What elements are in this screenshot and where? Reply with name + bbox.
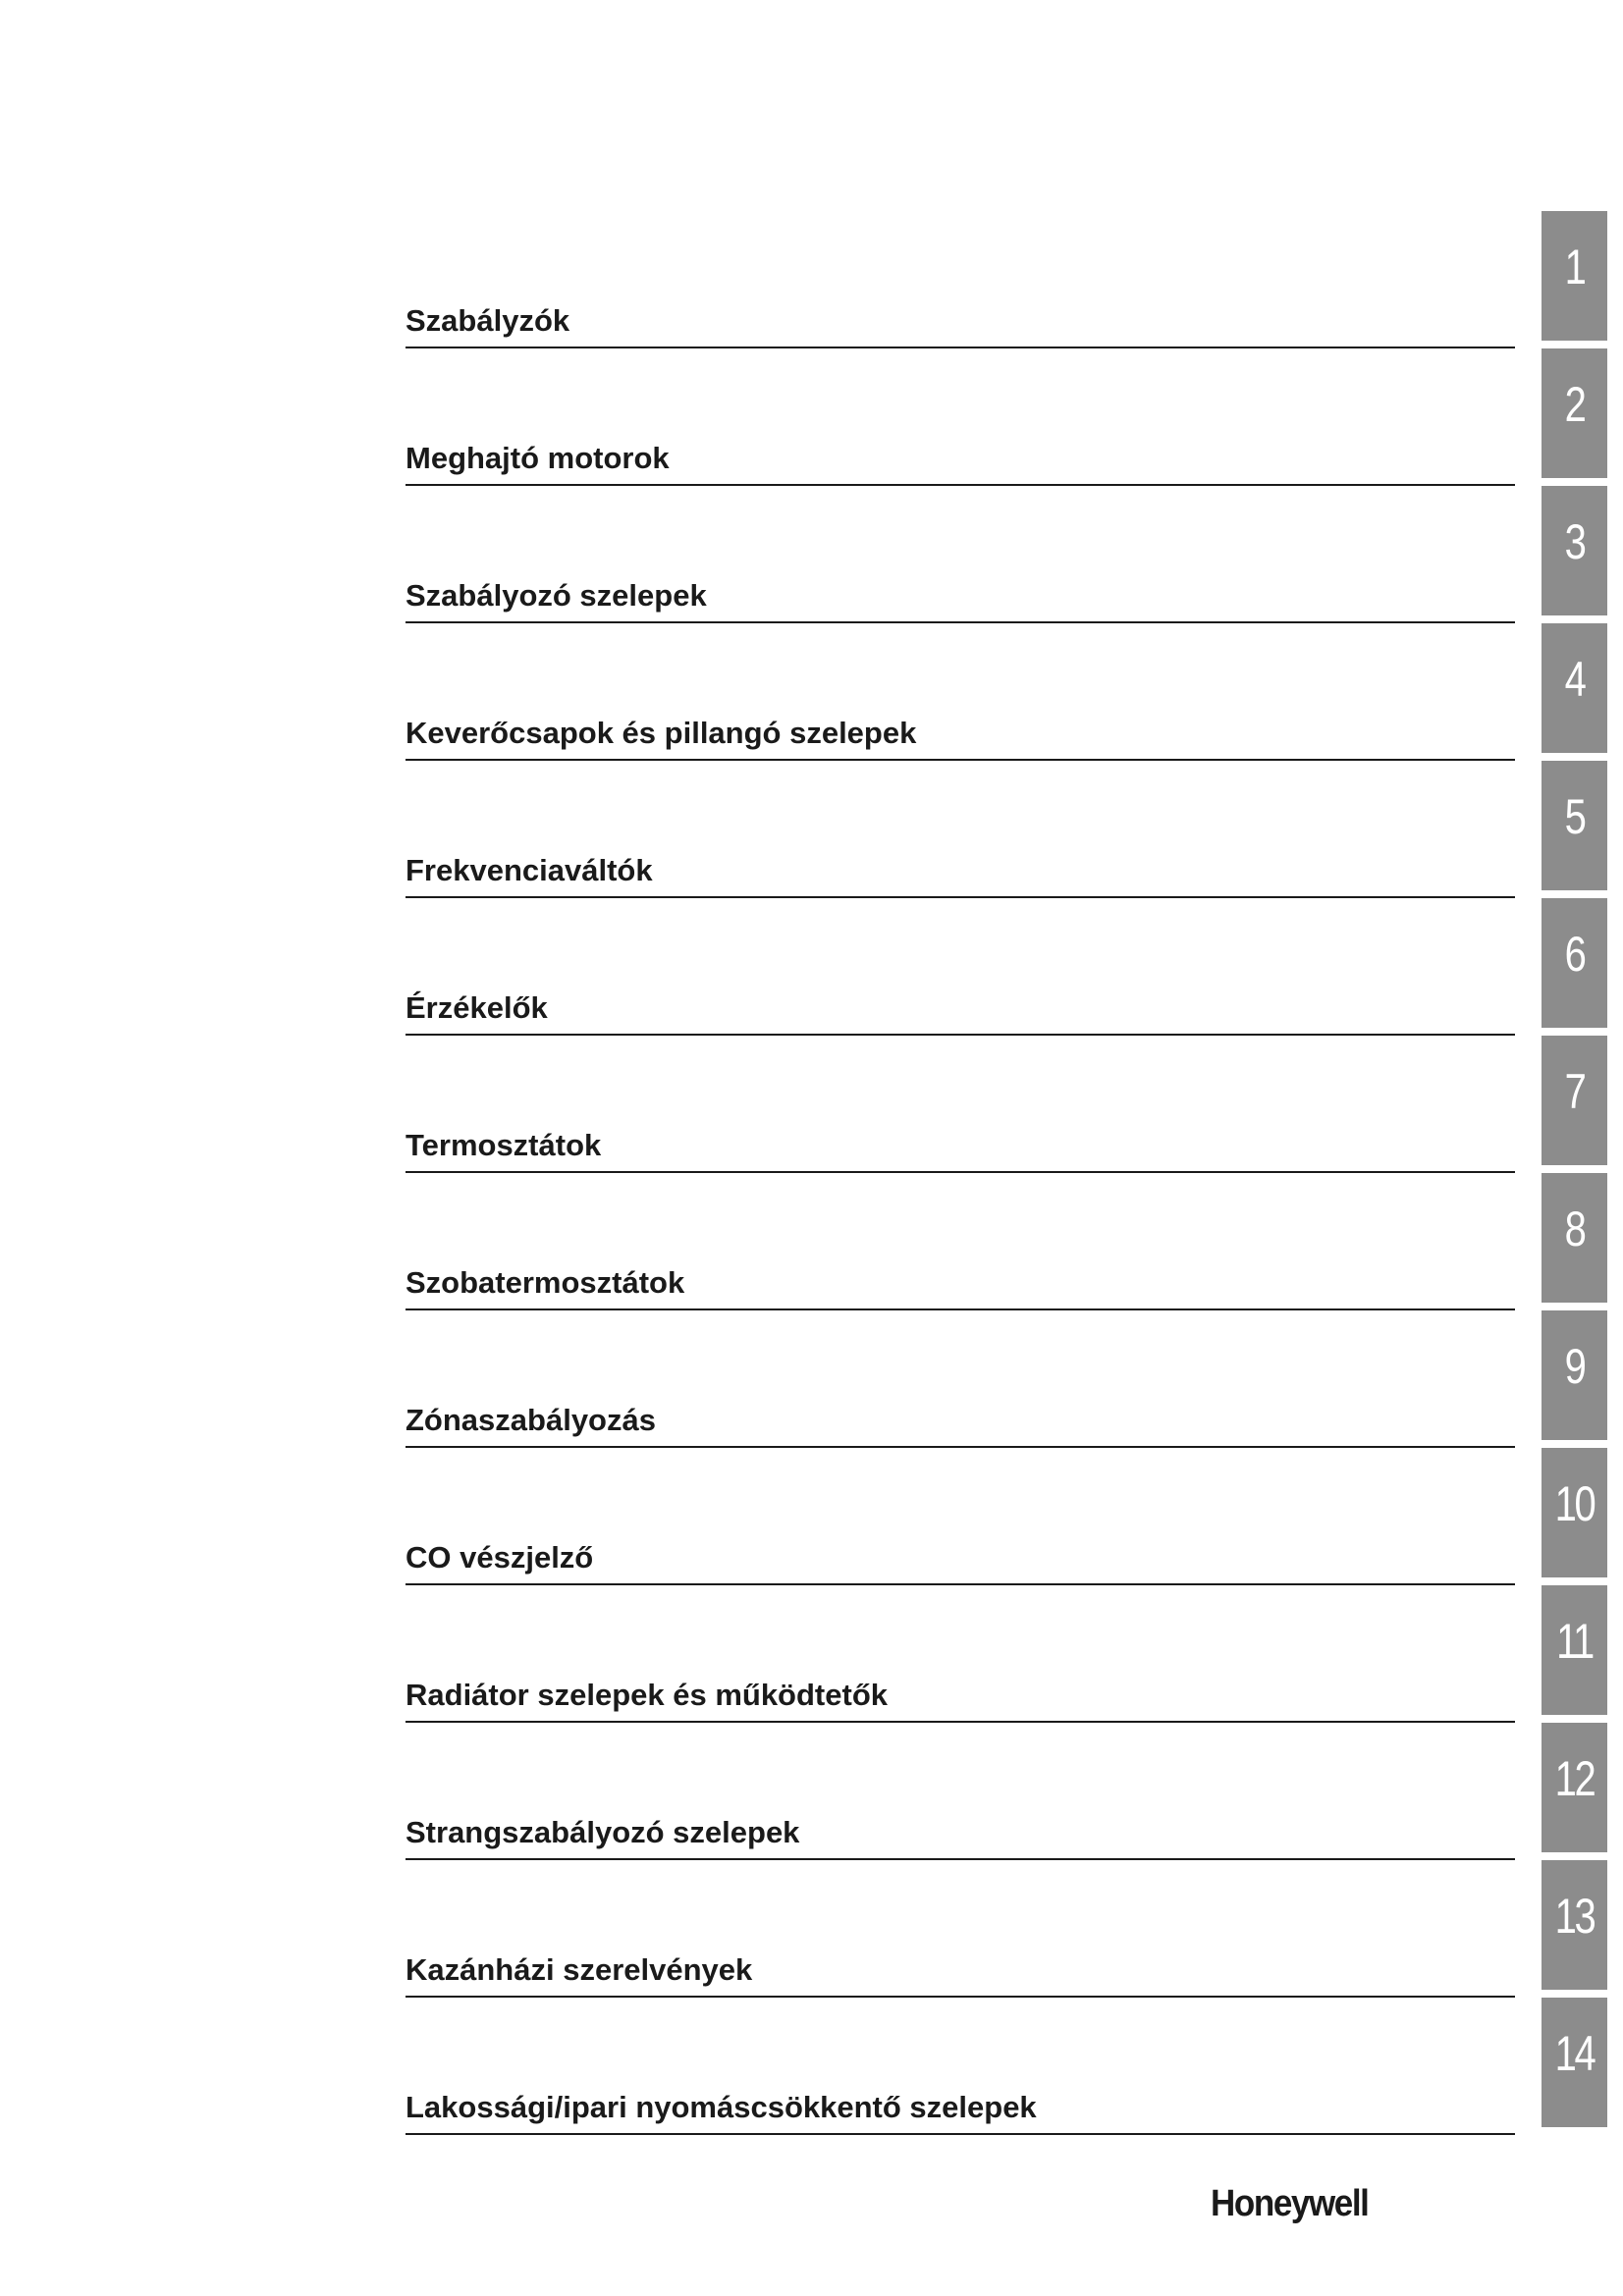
toc-entry-10[interactable] — [406, 1448, 1515, 1585]
toc-entry-6[interactable] — [406, 898, 1515, 1036]
section-tab-10[interactable] — [1542, 1448, 1607, 1577]
section-tab-8[interactable] — [1542, 1173, 1607, 1303]
toc-entry-label: Radiátor szelepek és működtetők — [406, 1678, 888, 1712]
section-tab-number: 11 — [1556, 1614, 1593, 1669]
toc-entry-label: Szabályozó szelepek — [406, 578, 707, 613]
section-tab-3[interactable] — [1542, 486, 1607, 615]
section-tab-2[interactable] — [1542, 348, 1607, 478]
section-tab-number: 12 — [1554, 1751, 1595, 1806]
section-tab-12[interactable] — [1542, 1723, 1607, 1852]
toc-entry-label: CO vészjelző — [406, 1540, 594, 1575]
toc-entry-13[interactable] — [406, 1860, 1515, 1998]
toc-entry-label: Zónaszabályozás — [406, 1403, 656, 1437]
toc-entry-2[interactable] — [406, 348, 1515, 486]
toc-entry-label: Frekvenciaváltók — [406, 853, 653, 887]
section-tab-4[interactable] — [1542, 623, 1607, 753]
section-tab-number: 6 — [1564, 927, 1585, 982]
honeywell-logo: Honeywell — [1211, 2183, 1369, 2224]
section-tab-7[interactable] — [1542, 1036, 1607, 1165]
section-tab-number: 13 — [1554, 1889, 1595, 1944]
toc-entry-4[interactable] — [406, 623, 1515, 761]
section-tab-number: 3 — [1564, 514, 1585, 569]
toc-entry-11[interactable] — [406, 1585, 1515, 1723]
section-tab-number: 8 — [1564, 1201, 1585, 1256]
toc-entry-label: Lakossági/ipari nyomáscsökkentő szelepek — [406, 2090, 1037, 2124]
section-tab-6[interactable] — [1542, 898, 1607, 1028]
toc-entry-label: Meghajtó motorok — [406, 441, 670, 475]
table-of-contents — [406, 211, 1515, 2135]
toc-entry-label: Termosztátok — [406, 1128, 602, 1162]
section-tab-number: 7 — [1564, 1064, 1585, 1119]
section-tab-number: 1 — [1564, 240, 1585, 294]
toc-entry-label: Szabályzók — [406, 303, 570, 338]
section-tab-5[interactable] — [1542, 761, 1607, 890]
toc-entry-label: Érzékelők — [406, 990, 548, 1025]
section-tabs — [1542, 211, 1607, 2135]
toc-entry-5[interactable] — [406, 761, 1515, 898]
toc-entry-9[interactable] — [406, 1310, 1515, 1448]
divider — [406, 2133, 1515, 2135]
section-tab-number: 4 — [1564, 652, 1585, 707]
toc-entry-1[interactable] — [406, 211, 1515, 348]
section-tab-number: 9 — [1564, 1339, 1585, 1394]
section-tab-14[interactable] — [1542, 1998, 1607, 2127]
section-tab-11[interactable] — [1542, 1585, 1607, 1715]
toc-entry-7[interactable] — [406, 1036, 1515, 1173]
section-tab-number: 10 — [1554, 1476, 1595, 1531]
section-tab-9[interactable] — [1542, 1310, 1607, 1440]
section-tab-13[interactable] — [1542, 1860, 1607, 1990]
section-tab-number: 2 — [1564, 377, 1585, 432]
section-tab-number: 5 — [1564, 789, 1585, 844]
toc-entry-label: Kazánházi szerelvények — [406, 1952, 753, 1987]
toc-entry-8[interactable] — [406, 1173, 1515, 1310]
section-tab-number: 14 — [1554, 2026, 1595, 2081]
section-tab-1[interactable] — [1542, 211, 1607, 341]
toc-entry-label: Keverőcsapok és pillangó szelepek — [406, 716, 917, 750]
toc-entry-label: Szobatermosztátok — [406, 1265, 685, 1300]
toc-entry-label: Strangszabályozó szelepek — [406, 1815, 800, 1849]
toc-entry-14[interactable] — [406, 1998, 1515, 2135]
toc-entry-3[interactable] — [406, 486, 1515, 623]
toc-entry-12[interactable] — [406, 1723, 1515, 1860]
